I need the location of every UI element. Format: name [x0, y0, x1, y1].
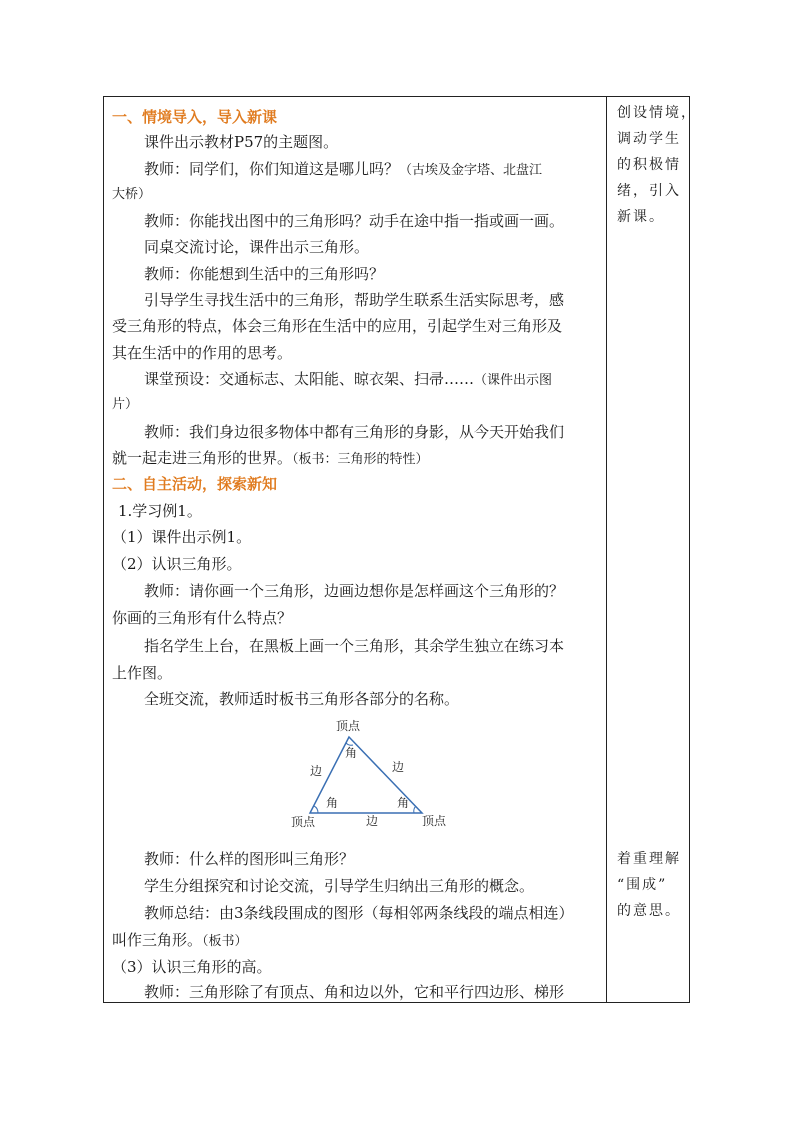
section-heading-1: 一、情境导入，导入新课: [112, 108, 278, 126]
text-line: [112, 930, 248, 952]
text-line: 全班交流，教师适时板书三角形各部分的名称。: [144, 690, 460, 708]
text-line: [112, 448, 429, 470]
text-line: （3）认识三角形的高。: [112, 958, 272, 976]
note-span: （课件出示图: [474, 373, 553, 388]
text-line: 受三角形的特点，体会三角形在生活中的应用，引起学生对三角形及: [112, 317, 563, 335]
text-line: 上作图。: [112, 664, 173, 682]
left-side-label: 边: [310, 764, 323, 778]
section-heading-2: 二、自主活动，探索新知: [112, 475, 278, 493]
side-note-line: 新课。: [617, 209, 665, 225]
note-line: 片）: [112, 397, 139, 412]
side-note-line: 绪，引入: [617, 183, 681, 199]
note-span: （板书：三角形的特性）: [292, 452, 429, 467]
note-span: （板书）: [202, 934, 248, 949]
left-angle-arc: [314, 806, 318, 813]
right-angle-label: 角: [397, 796, 410, 810]
triangle-diagram: [104, 717, 606, 837]
text-line: 其在生活中的作用的思考。: [112, 344, 293, 362]
side-note-line: 调动学生: [617, 131, 681, 147]
left-angle-label: 角: [326, 796, 339, 810]
side-note-line: 的意思。: [617, 903, 681, 919]
side-note-line: 着重理解: [617, 851, 681, 867]
top-angle-label: 角: [345, 746, 358, 760]
text-line: 指名学生上台，在黑板上画一个三角形，其余学生独立在练习本: [144, 637, 565, 655]
side-note-line: 的积极情: [617, 157, 681, 173]
top-vertex-label: 顶点: [336, 719, 361, 733]
lesson-table: [103, 96, 697, 1003]
note-line: 大桥）: [112, 187, 152, 202]
text-line: 教师：请你画一个三角形，边画边想你是怎样画这个三角形的？: [144, 582, 565, 600]
text-span: 就一起走进三角形的世界。: [112, 449, 293, 467]
side-note-line: “围成”: [617, 877, 668, 893]
text-line: 学生分组探究和讨论交流，引导学生归纳出三角形的概念。: [144, 877, 535, 895]
text-line: 教师：你能找出图中的三角形吗？动手在途中指一指或画一画。: [144, 212, 565, 230]
right-side-label: 边: [392, 760, 405, 774]
bottom-side-label: 边: [366, 814, 379, 828]
text-line: [144, 159, 542, 181]
text-line: 1.学习例1。: [118, 502, 202, 520]
text-line: 课件出示教材P57的主题图。: [144, 133, 339, 151]
text-line: （2）认识三角形。: [112, 555, 242, 573]
text-span: 课堂预设：交通标志、太阳能、晾衣架、扫帚……: [144, 370, 475, 388]
text-line: 教师总结：由3条线段围成的图形（每相邻两条线段的端点相连）: [144, 904, 574, 922]
right-vertex-label: 顶点: [422, 814, 447, 828]
text-line: （1）课件出示例1。: [112, 528, 252, 546]
text-span: 叫作三角形。: [112, 931, 203, 949]
text-line: 引导学生寻找生活中的三角形，帮助学生联系生活实际思考，感: [144, 291, 565, 309]
side-notes-column: [607, 97, 697, 1002]
text-line: 教师：你能想到生活中的三角形吗？: [144, 265, 385, 283]
main-column: [104, 97, 606, 1002]
side-note-line: 创设情境，: [617, 105, 697, 121]
text-span: 教师：同学们，你们知道这是哪儿吗？: [144, 160, 400, 178]
right-angle-arc: [414, 806, 416, 813]
left-vertex-label: 顶点: [291, 815, 316, 829]
text-line: 同桌交流讨论，课件出示三角形。: [144, 238, 370, 256]
note-span: （古埃及金字塔、北盘江: [399, 163, 543, 178]
top-angle-arc: [346, 743, 353, 745]
text-line: 教师：我们身边很多物体中都有三角形的身影，从今天开始我们: [144, 423, 565, 441]
text-line: [144, 369, 552, 391]
text-line: 你画的三角形有什么特点？: [112, 609, 293, 627]
text-line: 教师：三角形除了有顶点、角和边以外，它和平行四边形、梯形: [144, 983, 565, 1001]
text-line: 教师：什么样的图形叫三角形？: [144, 850, 355, 868]
